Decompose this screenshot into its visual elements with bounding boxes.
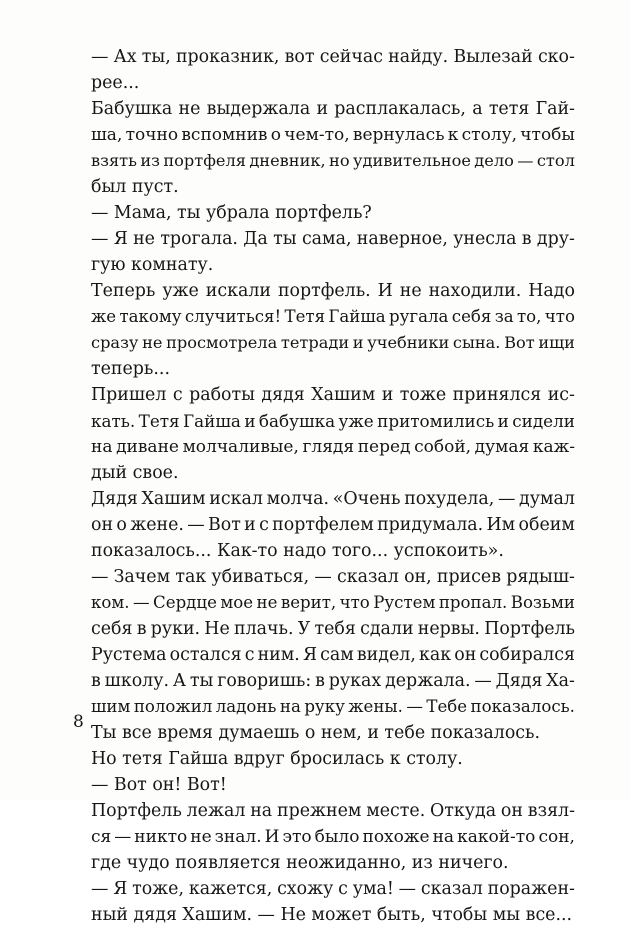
text-line: шим положил ладонь на руку жены. — Тебе показалось. [91, 697, 575, 716]
text-line: себя в руки. Не плачь. У тебя сдали нервы. Портфель [91, 619, 575, 639]
text-line: гую комнату. [91, 255, 214, 275]
text-line: рее... [91, 73, 140, 93]
text-line: был пуст. [91, 177, 179, 197]
text-line: — Мама, ты убрала портфель? [91, 203, 372, 223]
text-line: ком. — Сердце мое не верит, что Рустем пропал. Возьми [91, 593, 575, 612]
text-line: же такому случиться! Тетя Гайша ругала себя за то, что [91, 307, 575, 326]
text-line: — Ах ты, проказник, вот сейчас найду. Вылезай ско- [91, 47, 575, 67]
text-line: он о жене. — Вот и с портфелем придумала. Им обеим [91, 515, 575, 535]
text-line: Портфель лежал на прежнем месте. Откуда он взял- [91, 801, 575, 821]
text-line: Дядя Хашим искал молча. «Очень похудела, — думал [91, 489, 575, 509]
text-line: Но тетя Гайша вдруг бросилась к столу. [91, 749, 463, 769]
text-line: сразу не просмотрела тетради и учебники сына. Вот ищи [91, 333, 575, 352]
text-line: взять из портфеля дневник, но удивительное дело — стол [91, 151, 575, 170]
text-line: в школу. А ты говоришь: в руках держала. — Дядя Ха- [91, 671, 575, 691]
text-line: Пришел с работы дядя Хашим и тоже принялся ис- [91, 385, 575, 405]
page-number: 8 [73, 712, 84, 732]
text-line: теперь... [91, 359, 170, 379]
text-line: Ты все время думаешь о нем, и тебе показалось. [91, 723, 541, 743]
text-line: ша, точно вспомнив о чем-то, вернулась к столу, чтобы [91, 125, 575, 145]
text-line: — Я тоже, кажется, схожу с ума! — сказал поражен- [91, 879, 575, 899]
text-line: Теперь уже искали портфель. И не находили. Надо [91, 281, 575, 301]
text-line: — Зачем так убиваться, — сказал он, присев рядыш- [91, 567, 575, 587]
body-text [91, 44, 575, 928]
text-line: Рустема остался с ним. Я сам видел, как он собирался [91, 645, 575, 665]
text-line: ся — никто не знал. И это было похоже на какой-то сон, [91, 827, 575, 847]
text-line: на диване молчаливые, глядя перед собой, думая каж- [91, 437, 575, 457]
text-line: показалось... Как-то надо того... успокоить». [91, 541, 504, 561]
text-line: — Вот он! Вот! [91, 775, 227, 795]
text-line: дый свое. [91, 463, 179, 483]
text-line: где чудо появляется неожиданно, из ничего. [91, 853, 509, 873]
text-line: — Я не трогала. Да ты сама, наверное, унесла в дру- [91, 229, 575, 249]
text-line: кать. Тетя Гайша и бабушка уже притомились и сидели [91, 411, 575, 431]
text-line: ный дядя Хашим. — Не может быть, чтобы мы все... [91, 905, 573, 925]
text-line: Бабушка не выдержала и расплакалась, а тетя Гай- [91, 99, 575, 119]
